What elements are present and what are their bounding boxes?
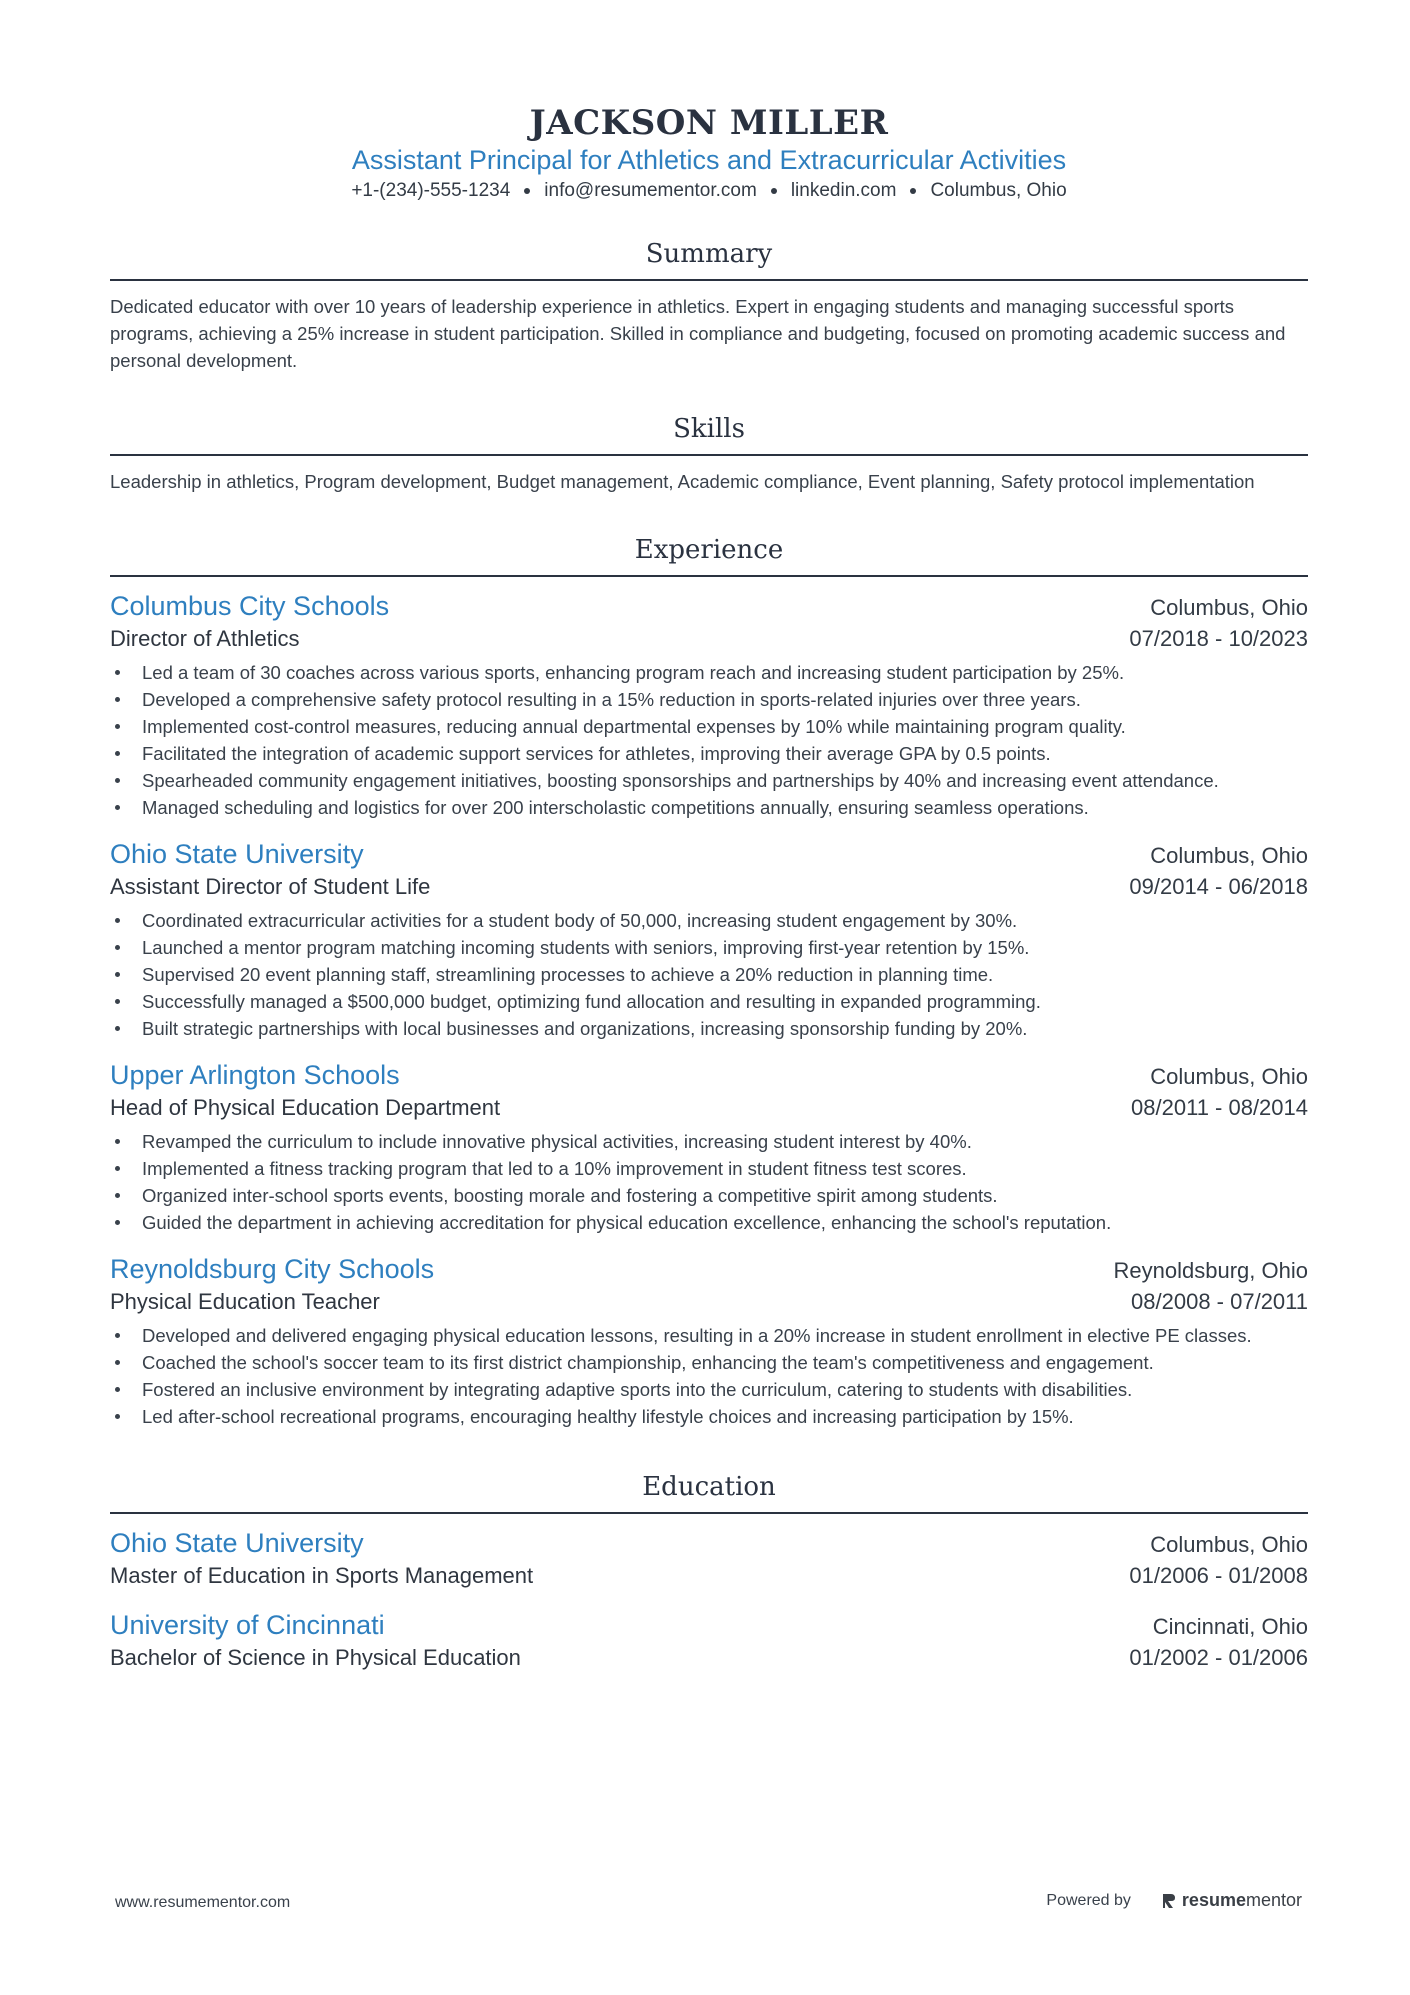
powered-by-label: Powered by [1046,1891,1131,1909]
bullet-item: Coordinated extracurricular activities for a student body of 50,000, increasing student engagement by 30%. [110,907,1308,934]
contact-line [110,177,1308,205]
job-dates: 09/2014 - 06/2018 [1129,874,1308,899]
job-title: Director of Athletics [110,626,300,651]
job-title: Head of Physical Education Department [110,1095,501,1120]
bullet-item: Led after-school recreational programs, encouraging healthy lifestyle choices and increasing participation by 15%. [110,1403,1308,1430]
candidate-role: Assistant Principal for Athletics and Extracurricular Activities [351,145,1067,175]
job-dates: 07/2018 - 10/2023 [1129,626,1308,651]
job-dates: 08/2011 - 08/2014 [1131,1095,1308,1120]
education-entry [110,1526,1308,1592]
candidate-name: JACKSON MILLER [529,103,889,143]
bullet-item: Spearheaded community engagement initiatives, boosting sponsorships and partnerships by 40% and increasing event attendance. [110,767,1308,794]
job-location: Columbus, Ohio [1150,1064,1308,1089]
section-title-experience: Experience [110,533,1308,577]
footer-branding [1046,1890,1302,1911]
school-location: Cincinnati, Ohio [1152,1614,1308,1639]
separator-dot [910,188,916,194]
bullet-item: Managed scheduling and logistics for over 200 interscholastic competitions annually, ensuring seamless operations. [110,794,1308,821]
school-location: Columbus, Ohio [1150,1532,1308,1557]
job-title: Physical Education Teacher [110,1289,380,1314]
bullet-item: Revamped the curriculum to include innovative physical activities, increasing student interest by 40%. [110,1128,1308,1155]
school-name: Ohio State University [110,1528,364,1558]
brand-logo[interactable] [1161,1890,1302,1911]
contact-location: Columbus, Ohio [930,180,1067,201]
job-entry [110,589,1308,821]
separator-dot [524,188,530,194]
job-organization: Reynoldsburg City Schools [110,1254,435,1284]
contact-phone: +1-(234)-555-1234 [351,180,511,201]
brand-name-part2: mentor [1245,1890,1302,1910]
job-bullets [110,1322,1308,1430]
job-entry [110,837,1308,1042]
bullet-item: Implemented a fitness tracking program that led to a 10% improvement in student fitness test scores. [110,1155,1308,1182]
summary-text: Dedicated educator with over 10 years of leadership experience in athletics. Expert in engaging students and managing successful sports programs, achieving a 25% increase in student participation. Skilled in compliance and budgeting, focused on promoting academic success and personal development. [110,296,1286,371]
bullet-item: Fostered an inclusive environment by integrating adaptive sports into the curriculum, catering to students with disabilities. [110,1376,1308,1403]
experience-section [110,533,1308,1430]
bullet-item: Launched a mentor program matching incoming students with seniors, improving first-year retention by 15%. [110,934,1308,961]
bullet-item: Built strategic partnerships with local businesses and organizations, increasing sponsorship funding by 20%. [110,1015,1308,1042]
section-title-skills: Skills [110,412,1308,456]
footer-website[interactable]: www.resumementor.com [115,1894,291,1911]
job-location: Reynoldsburg, Ohio [1113,1258,1308,1283]
job-bullets [110,907,1308,1042]
bullet-item: Guided the department in achieving accreditation for physical education excellence, enhancing the school's reputation. [110,1209,1308,1236]
bullet-item: Led a team of 30 coaches across various sports, enhancing program reach and increasing student participation by 25%. [110,659,1308,686]
job-bullets [110,1128,1308,1236]
job-location: Columbus, Ohio [1150,595,1308,620]
job-entry [110,1252,1308,1430]
job-title: Assistant Director of Student Life [110,874,431,899]
job-organization: Ohio State University [110,839,364,869]
resume-header [110,0,1308,205]
job-location: Columbus, Ohio [1150,843,1308,868]
section-title-education: Education [110,1470,1308,1514]
bullet-item: Developed and delivered engaging physical education lessons, resulting in a 20% increase in student enrollment in elective PE classes. [110,1322,1308,1349]
bullet-item: Coached the school's soccer team to its first district championship, enhancing the team's competitiveness and engagement. [110,1349,1308,1376]
contact-email[interactable]: info@resumementor.com [544,180,757,201]
job-bullets [110,659,1308,821]
job-entry [110,1058,1308,1236]
summary-section [110,237,1308,374]
bullet-item: Developed a comprehensive safety protocol resulting in a 15% reduction in sports-related injuries over three years. [110,686,1308,713]
education-dates: 01/2006 - 01/2008 [1129,1563,1308,1588]
job-organization: Upper Arlington Schools [110,1060,400,1090]
contact-linkedin[interactable]: linkedin.com [790,180,897,201]
brand-name-part1: resume [1181,1890,1246,1910]
education-entry [110,1608,1308,1674]
bullet-item: Facilitated the integration of academic support services for athletes, improving their average GPA by 0.5 points. [110,740,1308,767]
section-title-summary: Summary [110,237,1308,281]
separator-dot [771,188,777,194]
education-dates: 01/2002 - 01/2006 [1129,1645,1308,1670]
bullet-item: Organized inter-school sports events, boosting morale and fostering a competitive spirit among students. [110,1182,1308,1209]
resume-page [110,0,1308,1674]
job-organization: Columbus City Schools [110,591,390,621]
degree: Bachelor of Science in Physical Education [110,1645,521,1670]
school-name: University of Cincinnati [110,1610,385,1640]
bullet-item: Successfully managed a $500,000 budget, optimizing fund allocation and resulting in expanded programming. [110,988,1308,1015]
degree: Master of Education in Sports Management [110,1563,534,1588]
education-section [110,1470,1308,1674]
bullet-item: Supervised 20 event planning staff, streamlining processes to achieve a 20% reduction in planning time. [110,961,1308,988]
skills-text: Leadership in athletics, Program development, Budget management, Academic compliance, Event planning, Safety protocol implementation [110,471,1255,492]
job-dates: 08/2008 - 07/2011 [1131,1289,1308,1314]
bullet-item: Implemented cost-control measures, reducing annual departmental expenses by 10% while maintaining program quality. [110,713,1308,740]
resumementor-logo-icon [1161,1892,1177,1910]
skills-section [110,412,1308,495]
